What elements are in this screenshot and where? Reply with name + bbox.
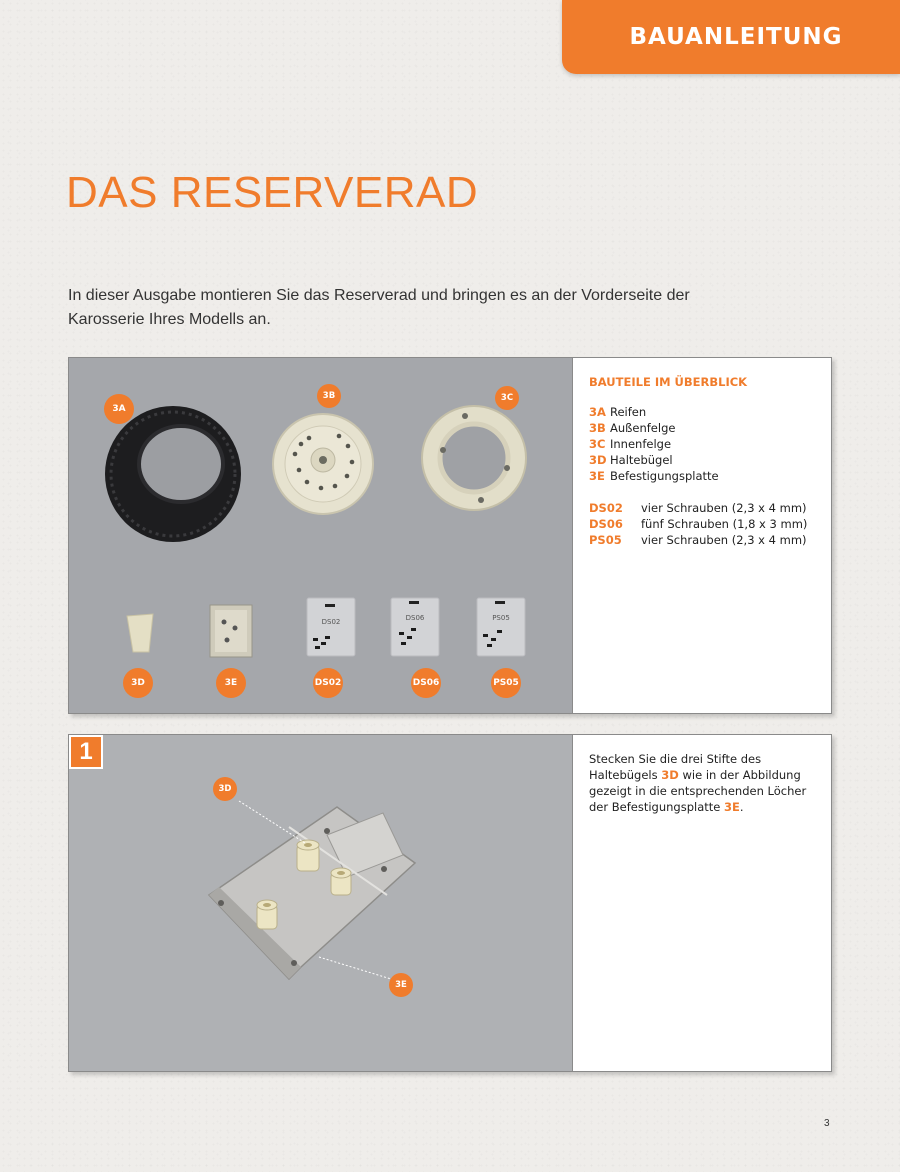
screw-row — [589, 532, 825, 548]
instruction-line-3: gezeigt in die entsprechenden Löcher — [589, 784, 807, 798]
part-row — [589, 420, 825, 436]
part-name: Reifen — [610, 405, 647, 419]
parts-photo — [69, 358, 572, 713]
panel-divider — [572, 358, 573, 713]
screw-list — [589, 500, 825, 548]
part-row — [589, 452, 825, 468]
instruction-line-1: Stecken Sie die drei Stifte des — [589, 752, 762, 766]
instruction-text: . — [739, 800, 744, 814]
label-badge-3d-step: 3D — [213, 777, 237, 801]
bag-label-ps05: PS05 — [492, 614, 510, 622]
step-1-panel — [68, 734, 832, 1072]
label-badge-3d: 3D — [123, 668, 153, 698]
bag-label-ds02: DS02 — [321, 618, 341, 626]
parts-illustration — [69, 358, 572, 713]
bracket-3d-drawing — [127, 614, 153, 652]
part-code: 3D — [589, 453, 607, 467]
part-name: Außenfelge — [610, 421, 676, 435]
assembly-drawing — [209, 807, 415, 979]
plate-3e-drawing — [210, 605, 252, 657]
instruction-line-4 — [589, 799, 819, 815]
label-badge-3c: 3C — [495, 386, 519, 410]
intro-line-1: In dieser Ausgabe montieren Sie das Reserverad und bringen es an der Vorderseite der — [68, 287, 690, 304]
screw-bag-ds06-drawing — [391, 598, 439, 656]
section-tab-label: BAUANLEITUNG — [629, 24, 843, 50]
screw-bag-ds02-drawing — [307, 598, 355, 656]
part-code: 3B — [589, 421, 606, 435]
page-number: 3 — [824, 1118, 830, 1129]
label-badge-3e: 3E — [216, 668, 246, 698]
tire-3a-drawing — [105, 406, 241, 542]
panel-divider — [572, 735, 573, 1071]
screw-row — [589, 500, 825, 516]
part-name: Innenfelge — [610, 437, 672, 451]
screw-code: PS05 — [589, 533, 622, 547]
label-badge-ds02: DS02 — [313, 668, 343, 698]
instruction-line-2 — [589, 767, 819, 783]
instruction-text: der Befestigungsplatte — [589, 800, 725, 814]
part-name: Haltebügel — [610, 453, 673, 467]
inner-rim-3c-drawing — [422, 406, 526, 510]
step-1-instructions — [589, 751, 819, 815]
instruction-text: wie in der Abbildung — [678, 768, 801, 782]
part-name: Befestigungsplatte — [610, 469, 719, 483]
part-row — [589, 404, 825, 420]
part-ref-3e: 3E — [724, 800, 740, 814]
section-tab — [562, 0, 900, 74]
parts-list-heading: BAUTEILE IM ÜBERBLICK — [589, 375, 748, 389]
screw-bag-ps05-drawing — [477, 598, 525, 656]
page-title: DAS RESERVERAD — [66, 168, 479, 217]
part-row — [589, 468, 825, 484]
screw-desc: fünf Schrauben (1,8 x 3 mm) — [641, 517, 808, 531]
leader-line-3e — [319, 957, 391, 979]
screw-desc: vier Schrauben (2,3 x 4 mm) — [641, 501, 807, 515]
part-code: 3E — [589, 469, 605, 483]
screw-code: DS06 — [589, 517, 623, 531]
part-ref-3d: 3D — [661, 768, 679, 782]
label-badge-ds06: DS06 — [411, 668, 441, 698]
label-badge-3e-step: 3E — [389, 973, 413, 997]
part-code: 3A — [589, 405, 606, 419]
label-badge-3b: 3B — [317, 384, 341, 408]
screw-code: DS02 — [589, 501, 623, 515]
instruction-text: Haltebügels — [589, 768, 662, 782]
parts-overview-panel — [68, 357, 832, 714]
intro-line-2: Karosserie Ihres Modells an. — [68, 311, 271, 328]
parts-list — [589, 374, 825, 548]
step-1-photo — [69, 735, 572, 1071]
screw-row — [589, 516, 825, 532]
label-badge-ps05: PS05 — [491, 668, 521, 698]
intro-text — [68, 284, 808, 332]
label-badge-3a: 3A — [104, 394, 134, 424]
outer-rim-3b-drawing — [273, 414, 373, 514]
step-1-illustration — [69, 735, 572, 1071]
screw-desc: vier Schrauben (2,3 x 4 mm) — [641, 533, 807, 547]
part-code: 3C — [589, 437, 606, 451]
bag-label-ds06: DS06 — [405, 614, 425, 622]
step-number: 1 — [69, 735, 103, 769]
part-row — [589, 436, 825, 452]
